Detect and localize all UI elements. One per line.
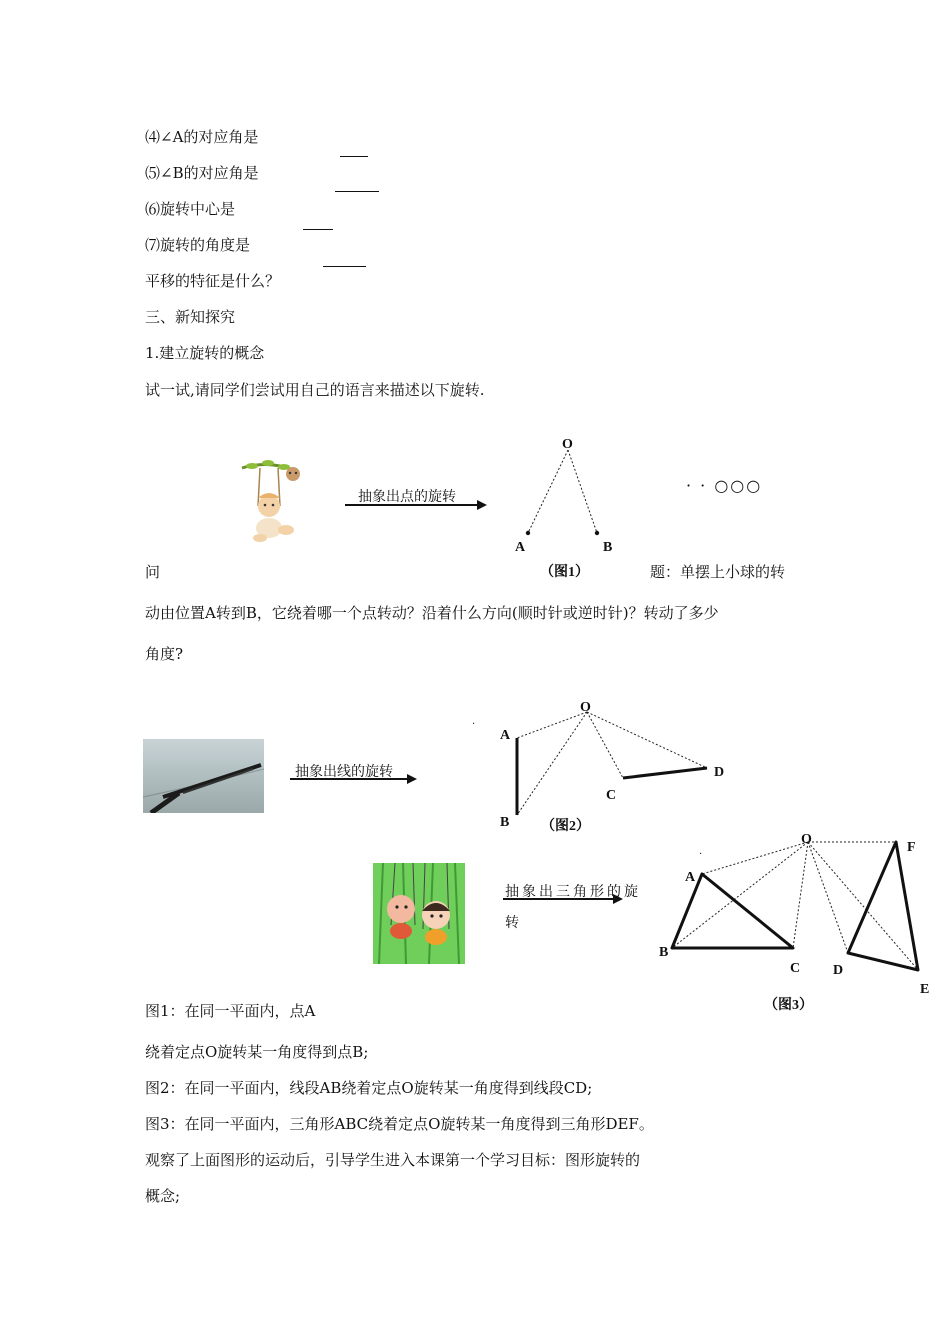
fig1-description-b: 绕着定点O旋转某一角度得到点B; bbox=[145, 1043, 369, 1061]
question-4: ⑷∠A的对应角是 bbox=[145, 128, 259, 146]
question-7: ⑺旋转的角度是 bbox=[145, 236, 251, 254]
translation-question: 平移的特征是什么？ bbox=[145, 272, 281, 290]
fig1-point-b: B bbox=[603, 540, 613, 555]
stray-dot-2: . bbox=[699, 846, 703, 857]
instruction-text: 试一试,请同学们尝试用自己的语言来描述以下旋转. bbox=[145, 381, 485, 399]
observe-line-a: 观察了上面图形的运动后，引导学生进入本课第一个学习目标：图形旋转的 bbox=[145, 1151, 641, 1169]
question-wen: 问 bbox=[145, 563, 161, 581]
question-line-2: 动由位置A转到B，它绕着哪一个点转动？沿着什么方向(顺时针或逆时针)？转动了多少 bbox=[145, 604, 719, 622]
fig3-point-c: C bbox=[790, 961, 801, 976]
fig1-point-a: A bbox=[515, 540, 526, 555]
fig3-description: 图3：在同一平面内，三角形ABC绕着定点O旋转某一角度得到三角形DEF。 bbox=[145, 1115, 654, 1133]
fig2-point-d: D bbox=[714, 765, 725, 780]
fig1-description-a: 图1：在同一平面内，点A bbox=[145, 1002, 316, 1020]
fig1-caption: （图1） bbox=[540, 565, 589, 580]
fig3-point-e: E bbox=[920, 982, 930, 997]
fig3-caption: （图3） bbox=[764, 998, 813, 1013]
fig2-point-a: A bbox=[500, 728, 511, 743]
observe-line-b: 概念; bbox=[145, 1187, 181, 1205]
question-5: ⑸∠B的对应角是 bbox=[145, 164, 259, 182]
fig2-arrow bbox=[290, 778, 415, 780]
fig2-arrow-label: 抽象出线的旋转 bbox=[295, 764, 393, 780]
question-6: ⑹旋转中心是 bbox=[145, 200, 236, 218]
fig3-arrow bbox=[503, 898, 621, 900]
fig3-point-b: B bbox=[659, 945, 669, 960]
swing-kids-picture bbox=[373, 863, 465, 964]
fig3-point-a: A bbox=[685, 870, 696, 885]
fig2-point-c: C bbox=[606, 788, 617, 803]
fig3-point-f: F bbox=[907, 840, 916, 855]
wiper-picture bbox=[143, 739, 264, 813]
subsection-heading: 1.建立旋转的概念 bbox=[145, 344, 265, 362]
fig2-description: 图2：在同一平面内，线段AB绕着定点O旋转某一角度得到线段CD; bbox=[145, 1079, 593, 1097]
fig1-arrow-label: 抽象出点的旋转 bbox=[358, 489, 456, 505]
fig1-dots: · · ○○○ bbox=[686, 476, 763, 495]
fig2-point-o: O bbox=[580, 700, 591, 715]
fig1-point-o: O bbox=[562, 437, 573, 452]
question-line-3: 角度? bbox=[145, 645, 184, 663]
fig3-point-o: O bbox=[801, 832, 812, 847]
section-heading: 三、新知探究 bbox=[145, 308, 236, 326]
stray-dot: . bbox=[472, 716, 476, 727]
fig3-point-d: D bbox=[833, 963, 844, 978]
fig3-arrow-label-b: 转 bbox=[505, 915, 519, 931]
fig3-arrow-label-a: 抽象出三角形的旋 bbox=[505, 884, 641, 900]
question-mid: 题：单摆上小球的转 bbox=[650, 563, 786, 581]
fig2-caption: （图2） bbox=[541, 819, 590, 834]
fig2-point-b: B bbox=[500, 815, 510, 830]
